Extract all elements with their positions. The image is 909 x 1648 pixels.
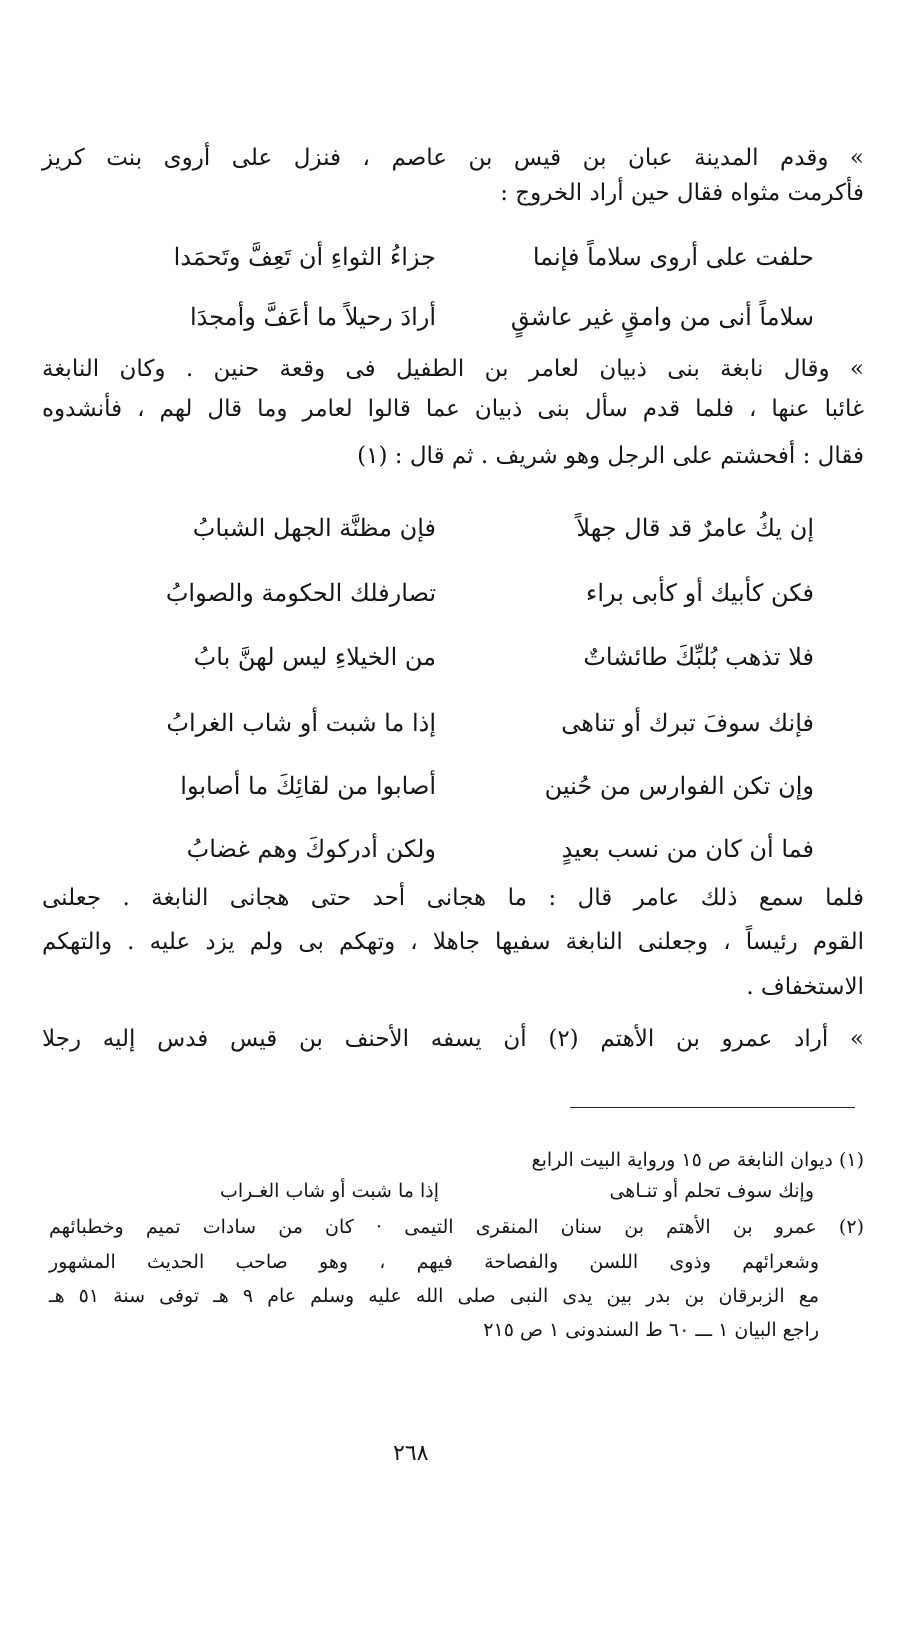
verse-line (114, 703, 814, 743)
first-hemistich: فلا تذهب بُلبِّكَ طائشاتٌ (583, 643, 814, 671)
paragraph-line: غائبا عنها ، فلما قدم سأل بنى ذبيان عما قالوا لعامر وما قال لهم ، فأنشدوه (42, 396, 864, 422)
paragraph-line: » وقدم المدينة عبان بن قيس بن عاصم ، فنزل على أروى بنت كريز (42, 145, 864, 171)
footnote-verse-second: إذا ما شبت أو شاب الغـراب (220, 1180, 439, 1202)
verse-line (114, 573, 814, 613)
first-hemistich: حلفت على أروى سلاماً فإنما (532, 243, 814, 271)
footnote-line: (٢) عمرو بن الأهتم بن سنان المنقرى التيمى · كان من سادات تميم وخطبائهم (49, 1216, 864, 1238)
verse-line (114, 297, 814, 337)
verse-line (114, 237, 814, 277)
footnote-line: مع الزبرقان بن بدر بين يدى النبى صلى الله عليه وسلم عام ٩ هـ توفى سنة ٥١ هـ (49, 1285, 819, 1307)
second-hemistich: فإن مظنَّة الجهل الشبابُ (192, 514, 436, 542)
second-hemistich: أرادَ رحيلاً ما أعَفَّ وأمجدَا (190, 303, 436, 331)
paragraph-line: فأكرمت مثواه فقال حين أراد الخروج : (500, 180, 864, 206)
footnote-separator (570, 1107, 855, 1108)
first-hemistich: إن يكُ عامرٌ قد قال جهلاً (576, 514, 814, 542)
footnote-line: راجع البيان ١ ـــ ٦٠ ط السندونى ١ ص ٢١٥ (483, 1319, 819, 1341)
verse-line (114, 637, 814, 677)
verse-line (114, 766, 814, 806)
first-hemistich: وإن تكن الفوارس من حُنين (544, 772, 814, 800)
second-hemistich: أصابوا من لقائِكَ ما أصابوا (180, 772, 436, 800)
first-hemistich: فما أن كان من نسب بعيدٍ (561, 835, 814, 863)
paragraph-line: القوم رئيساً ، وجعلنى النابغة سفيها جاهلا ، وتهكم بى ولم يزد عليه . والتهكم (42, 929, 864, 955)
footnote-line: وشعرائهم وذوى اللسن والفصاحة فيهم ، وهو صاحب الحديث المشهور (49, 1251, 819, 1273)
first-hemistich: سلاماً أنى من وامقٍ غير عاشقٍ (510, 303, 814, 331)
footnote-line: (١) ديوان النابغة ص ١٥ ورواية البيت الرابع (531, 1149, 864, 1171)
second-hemistich: ولكن أدركوكَ وهم غضابُ (186, 835, 436, 863)
verse-line (114, 829, 814, 869)
footnote-verse-first: وإنك سوف تحلم أو تنـاهى (609, 1180, 814, 1202)
verse-line (114, 508, 814, 548)
paragraph-line: » وقال نابغة بنى ذبيان لعامر بن الطفيل فى وقعة حنين . وكان النابغة (42, 356, 864, 382)
second-hemistich: من الخيلاءِ ليس لهنَّ بابُ (193, 643, 436, 671)
second-hemistich: جزاءُ الثواءِ أن تَعِفَّ وتَحمَدا (173, 243, 436, 271)
second-hemistich: إذا ما شبت أو شاب الغرابُ (166, 709, 436, 737)
paragraph-line: فقال : أفحشتم على الرجل وهو شريف . ثم قال : (١) (357, 443, 864, 469)
second-hemistich: تصارفلك الحكومة والصوابُ (165, 579, 436, 607)
paragraph-line: فلما سمع ذلك عامر قال : ما هجانى أحد حتى هجانى النابغة . جعلنى (42, 885, 864, 911)
paragraph-line: الاستخفاف . (746, 974, 864, 1000)
paragraph-line: » أراد عمرو بن الأهتم (٢) أن يسفه الأحنف بن قيس فدس إليه رجلا (42, 1026, 864, 1052)
first-hemistich: فإنك سوفَ تبرك أو تناهى (561, 709, 814, 737)
page-number: ٢٦٨ (393, 1441, 429, 1466)
first-hemistich: فكن كأبيك أو كأبى براء (586, 579, 814, 607)
